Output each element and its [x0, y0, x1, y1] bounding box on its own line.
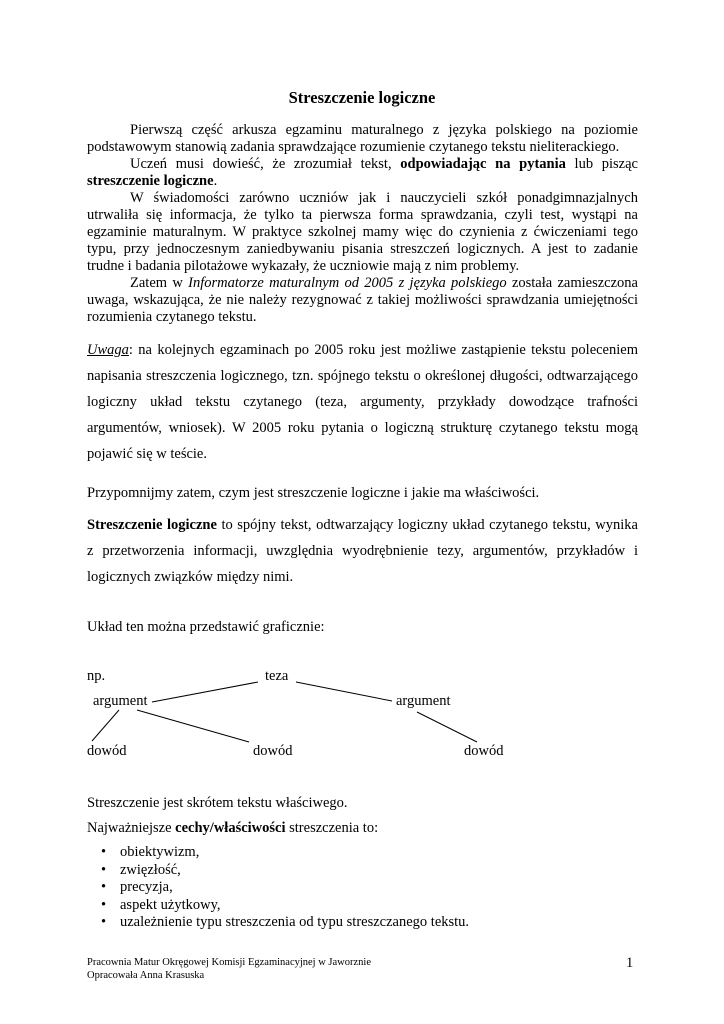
diagram-argument-right-node: argument — [396, 693, 451, 709]
line-teza-argument-left — [152, 682, 258, 702]
list-item: • precyzja, — [87, 879, 469, 897]
features-list — [87, 844, 469, 932]
features-intro-c: streszczenia to: — [285, 820, 379, 836]
summary-note: Streszczenie jest skrótem tekstu właściwego. — [87, 795, 348, 811]
diagram-dowod-node-1: dowód — [87, 743, 127, 759]
diagram-argument-left-node: argument — [93, 693, 148, 709]
list-item: • obiektywizm, — [87, 844, 469, 862]
reminder-paragraph: Przypomnijmy zatem, czym jest streszczenie logiczne i jakie ma właściwości. — [87, 485, 540, 501]
intro-paragraph-1: Pierwszą część arkusza egzaminu maturalnego z języka polskiego na poziomie podstawowym stanowią zadania sprawdzające rozumienie czytanego tekstu nieliterackiego. — [87, 122, 638, 155]
line-teza-argument-right — [296, 682, 392, 701]
diagram-np-label: np. — [87, 668, 106, 684]
features-intro-bold: cechy/właściwości — [175, 820, 286, 836]
intro-p4-text-c: została zamieszczona uwaga, wskazująca, że nie należy rezygnować z takiej możliwości sprawdzania umiejętności rozumienia czytanego tekstu. — [87, 275, 638, 325]
intro-p2-bold-answering: odpowiadając na pytania — [400, 156, 566, 172]
footer-line-1: Pracownia Matur Okręgowej Komisji Egzaminacyjnej w Jaworznie — [87, 957, 371, 968]
features-intro-a: Najważniejsze — [87, 820, 176, 836]
line-argument-right-dowod-3 — [417, 712, 477, 742]
page-footer — [87, 956, 371, 982]
list-item: • zwięzłość, — [87, 862, 469, 880]
footer-line-2: Opracowała Anna Krasuska — [87, 970, 205, 981]
intro-p2-text-e: . — [213, 173, 218, 189]
intro-p2-bold-summary: streszczenie logiczne — [87, 173, 214, 189]
diagram-teza-node: teza — [265, 668, 289, 684]
list-item: • uzależnienie typu streszczenia od typu streszczanego tekstu. — [87, 914, 469, 932]
intro-p4-text-a: Zatem w — [130, 275, 189, 291]
uwaga-text: : na kolejnych egzaminach po 2005 roku jest możliwe zastąpienie tekstu poleceniem napisania streszczenia logicznego, tzn. spójnego tekstu o określonej długości, odtwarzającego logiczny układ tekstu czytanego (teza, argumenty, przykłady dowodzące trafności argumentów, wniosek). W 2005 roku pytania o logiczną strukturę czytanego tekstu mogą pojawić się w teście. — [87, 342, 638, 462]
uwaga-label: Uwaga — [87, 342, 129, 358]
intro-p4-italic-informator: Informatorze maturalnym od 2005 z języka polskiego — [188, 275, 507, 291]
diagram-dowod-node-3: dowód — [464, 743, 504, 759]
intro-paragraph-3: W świadomości zarówno uczniów jak i nauczycieli szkół ponadgimnazjalnych utrwaliła się informacja, że tylko ta pierwsza forma sprawdzania, czyli test, wystąpi na egzaminie maturalnym. W praktyce szkolnej mamy więc do czynienia z ćwiczeniami tego typu, przy jednoczesnym zaniedbywaniu pisania streszczeń logicznych. A jest to zadanie trudne i badania pilotażowe wykazały, że uczniowie mają z nim problemy. — [87, 190, 638, 274]
line-argument-left-dowod-2 — [137, 710, 249, 742]
page-number: 1 — [626, 955, 634, 971]
features-intro — [87, 818, 638, 838]
intro-p2-text-a: Uczeń musi dowieść, że zrozumiał tekst, — [130, 156, 401, 172]
intro-p2-text-c: lub pisząc — [565, 156, 638, 172]
definition-term: Streszczenie logiczne — [87, 517, 217, 533]
page-title: Streszczenie logiczne — [288, 88, 436, 107]
graphic-intro: Układ ten można przedstawić graficznie: — [87, 619, 325, 635]
line-argument-left-dowod-1 — [92, 710, 119, 741]
definition-text: to spójny tekst, odtwarzający logiczny układ czytanego tekstu, wynika z przetworzenia informacji, uwzględnia wyodrębnienie tezy, argumentów, przykładów i logicznych związków między nimi. — [87, 517, 638, 585]
diagram-dowod-node-2: dowód — [253, 743, 293, 759]
list-item: • aspekt użytkowy, — [87, 897, 469, 915]
